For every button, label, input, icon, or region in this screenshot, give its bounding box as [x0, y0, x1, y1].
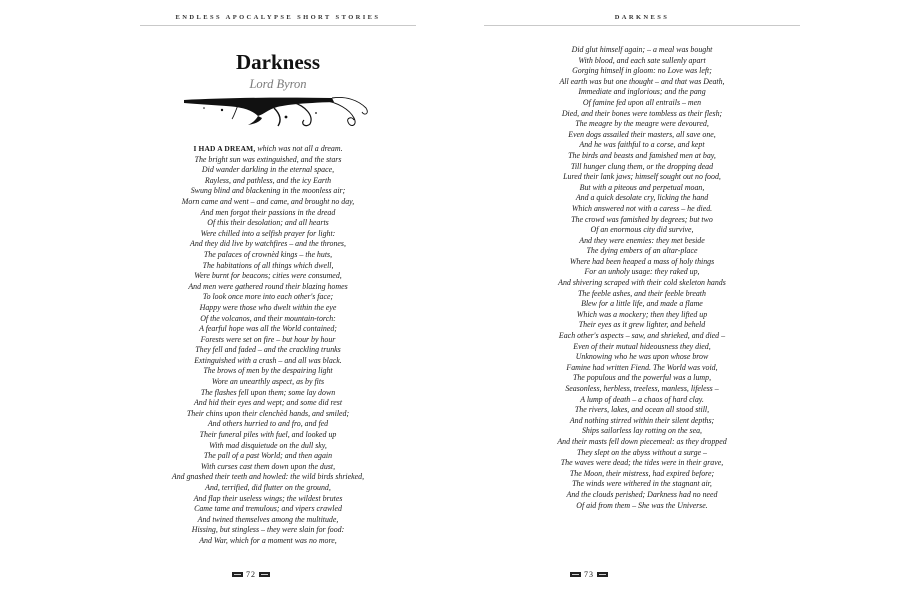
header-rule-left — [140, 25, 416, 26]
poem-line: And he was faithful to a corse, and kept — [579, 140, 705, 150]
poem-line: The palaces of crownèd kings – the huts, — [203, 249, 333, 259]
poem-line: Ships sailorless lay rotting on the sea, — [581, 426, 703, 436]
poem-line: The winds were withered in the stagnant air, — [572, 479, 712, 489]
folio-ornament-icon — [570, 571, 581, 578]
poem-line: And shivering scraped with their cold skeleton hands — [558, 278, 726, 288]
poem-line: And men forgot their passions in the dread — [200, 207, 336, 217]
page-number-text: 72 — [246, 570, 256, 579]
page-number-right — [570, 570, 608, 579]
poem-line: They fell and faded – and the crackling trunks — [195, 345, 341, 355]
running-head-left: ENDLESS APOCALYPSE SHORT STORIES — [175, 14, 381, 21]
poem-line: But with a piteous and perpetual moan, — [579, 182, 705, 192]
poem-line: Their eyes as it grew lighter, and beheld — [578, 320, 706, 330]
poem-line: And flap their useless wings; the wildest brutes — [193, 493, 343, 503]
poem-line: And they were enemies: they met beside — [579, 235, 705, 245]
poem-line: The birds and beasts and famished men at bay, — [568, 150, 716, 160]
poem-line: The brows of men by the despairing light — [203, 366, 333, 376]
poem-line: Were burnt for beacons; cities were consumed, — [194, 271, 342, 281]
poem-line: A lump of death – a chaos of hard clay. — [580, 394, 704, 404]
poem-line: Rayless, and pathless, and the icy Earth — [204, 175, 332, 185]
poem-line: Which was a mockery; then they lifted up — [576, 309, 708, 319]
poem-line: Even dogs assailed their masters, all save one, — [568, 129, 716, 139]
poem-line: Famine had written Fiend. The World was void, — [566, 362, 718, 372]
first-line-rest: which was not all a dream. — [255, 144, 343, 153]
poem-line: With blood, and each sate sullenly apart — [578, 55, 706, 65]
poem-line: The crowd was famished by degrees; but two — [571, 214, 713, 224]
poem-line: Of an enormous city did survive, — [590, 225, 694, 235]
poem-line: Morn came and went – and came, and brought no day, — [181, 196, 355, 206]
poem-line: And gnashed their teeth and howled: the wild birds shrieked, — [171, 472, 365, 482]
poem-line: And a quick desolate cry, licking the hand — [575, 193, 709, 203]
poem-line: Came tame and tremulous; and vipers crawled — [194, 504, 342, 514]
poem-line: Did wander darkling in the eternal space, — [201, 165, 335, 175]
poem-line: And nothing stirred within their silent depths; — [569, 415, 715, 425]
poem-text-left — [140, 144, 396, 547]
poem-line: The pall of a past World; and then again — [203, 451, 333, 461]
poem-line: The meagre by the meagre were devoured, — [575, 119, 709, 129]
poem-line: All earth was but one thought – and that was Death, — [559, 76, 725, 86]
ink-splash-ornament-icon — [182, 92, 372, 130]
poem-line: Of the volcanos, and their mountain-torch: — [200, 313, 336, 323]
folio-ornament-icon — [259, 571, 270, 578]
folio-ornament-icon — [597, 571, 608, 578]
poem-line: Blew for a little life, and made a flame — [581, 299, 703, 309]
poem-line: And War, which for a moment was no more, — [199, 535, 337, 545]
poem-line: Which answered not with a caress – he died. — [571, 203, 713, 213]
folio-ornament-icon — [232, 571, 243, 578]
poem-line: And their masts fell down piecemeal: as they dropped — [557, 436, 727, 446]
poem-line: Of famine fed upon all entrails – men — [582, 97, 702, 107]
poem-line: Hissing, but stingless – they were slain for food: — [191, 525, 345, 535]
poem-line: Did glut himself again; – a meal was bought — [571, 45, 713, 54]
poem-line: And hid their eyes and wept; and some did rest — [193, 398, 343, 408]
poem-line: Of aid from them – She was the Universe. — [576, 500, 708, 510]
poem-line: With mad disquietude on the dull sky, — [209, 440, 327, 450]
page-number-text: 73 — [584, 570, 594, 579]
poem-line: Gorging himself in gloom: no Love was left; — [572, 66, 712, 76]
poem-line: The rivers, lakes, and ocean all stood still, — [574, 405, 710, 415]
poem-first-line — [140, 144, 396, 155]
poem-line: Unknowing who he was upon whose brow — [575, 352, 709, 362]
page-number-left — [232, 570, 270, 579]
poem-line: Where had been heaped a mass of holy things — [569, 256, 715, 266]
poem-line: Each other's aspects – saw, and shrieked, and died – — [558, 331, 726, 341]
poem-line: A fearful hope was all the World contained; — [199, 324, 337, 334]
opening-words: I HAD A DREAM, — [193, 144, 256, 153]
poem-line: And they did live by watchfires – and the thrones, — [190, 239, 346, 249]
poem-line: Immediate and inglorious; and the pang — [578, 87, 706, 97]
poem-line: The flashes fell upon them; some lay down — [200, 387, 336, 397]
header-rule-right — [484, 25, 800, 26]
poem-line: The feeble ashes, and their feeble breath — [578, 288, 706, 298]
poem-text-right — [484, 45, 800, 511]
poem-line: With curses cast them down upon the dust, — [200, 461, 336, 471]
poem-line: The waves were dead; the tides were in their grave, — [560, 458, 724, 468]
poem-line: Even of their mutual hideousness they died, — [573, 341, 711, 351]
poem-line: They slept on the abyss without a surge – — [577, 447, 707, 457]
poem-line: And others hurried to and fro, and fed — [207, 419, 329, 429]
poem-title: Darkness — [235, 50, 320, 74]
poem-line: The bright sun was extinguished, and the stars — [194, 154, 342, 164]
poem-line: For an unholy usage: they raked up, — [584, 267, 700, 277]
poem-line: And twined themselves among the multitude, — [197, 514, 339, 524]
poem-author: Lord Byron — [249, 77, 307, 91]
poem-line: To look once more into each other's face; — [202, 292, 334, 302]
poem-line: Till hunger clung them, or the dropping dead — [570, 161, 714, 171]
poem-line: And the clouds perished; Darkness had no need — [566, 489, 718, 499]
poem-line: Happy were those who dwelt within the eye — [199, 302, 337, 312]
poem-line: The Moon, their mistress, had expired before; — [569, 468, 715, 478]
poem-line: Lured their lank jaws; himself sought out no food, — [563, 172, 721, 182]
poem-line: Were chilled into a selfish prayer for light: — [200, 228, 336, 238]
right-page — [450, 0, 900, 600]
poem-line: Died, and their bones were tombless as their flesh; — [561, 108, 723, 118]
poem-line: Wore an unearthly aspect, as by fits — [211, 377, 325, 387]
poem-line: Their funeral piles with fuel, and looked up — [199, 430, 337, 440]
poem-line: Their chins upon their clenchèd hands, and smiled; — [186, 408, 350, 418]
poem-line: And men were gathered round their blazing homes — [188, 281, 348, 291]
poem-line: And, terrified, did flutter on the ground, — [205, 483, 331, 492]
poem-line: The populous and the powerful was a lump, — [572, 373, 712, 383]
poem-line: Seasonless, herbless, treeless, manless, lifeless – — [565, 384, 719, 393]
poem-line: Swung blind and blackening in the moonless air; — [190, 186, 346, 196]
running-head-right: DARKNESS — [614, 14, 670, 21]
poem-line: Extinguished with a crash – and all was black. — [194, 355, 342, 365]
poem-line: The dying embers of an altar-place — [586, 246, 698, 256]
poem-line: The habitations of all things which dwell, — [202, 260, 334, 270]
poem-line: Of this their desolation; and all hearts — [207, 218, 329, 228]
poem-line: Forests were set on fire – but hour by hour — [200, 334, 336, 344]
